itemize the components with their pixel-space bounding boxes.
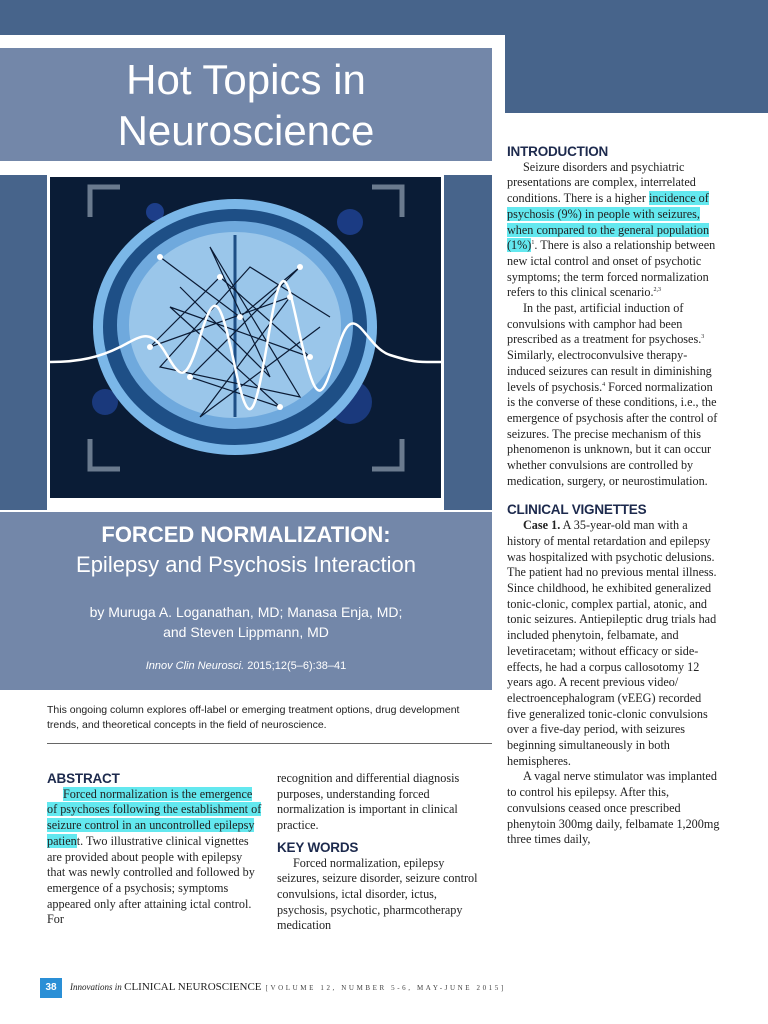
citation-details: 2015;12(5–6):38–41 bbox=[244, 660, 347, 672]
keywords-heading: KEY WORDS bbox=[277, 839, 359, 855]
abstract-continued-column bbox=[277, 771, 489, 934]
journal-prefix: Innovations in bbox=[70, 982, 122, 992]
page-number: 38 bbox=[40, 978, 62, 998]
introduction-paragraph-2 bbox=[507, 301, 722, 489]
column-description: This ongoing column explores off-label or emerging treatment options, drug development trends, and theoretical concepts in the field of neuroscience. bbox=[47, 704, 460, 731]
ref-2-3: 2,3 bbox=[653, 287, 662, 294]
case-1-paragraph bbox=[507, 518, 722, 769]
brain-scan-illustration bbox=[50, 177, 441, 498]
keywords-text: Forced normalization, epilepsy seizures, seizure disorder, seizure control convulsions, ictal disorder, ictus, psychosis, psychotic, pharmcotherapy medication bbox=[277, 855, 478, 933]
authors-line-2: and Steven Lippmann, MD bbox=[163, 624, 329, 640]
top-color-band bbox=[0, 0, 768, 35]
article-authors bbox=[60, 602, 432, 642]
journal-title: CLINICAL NEUROSCIENCE bbox=[124, 981, 262, 993]
ref-1: 1 bbox=[531, 240, 535, 247]
article-subtitle: Epilepsy and Psychosis Interaction bbox=[76, 552, 416, 577]
ref-3: 3 bbox=[701, 334, 705, 341]
introduction-heading: INTRODUCTION bbox=[507, 144, 609, 159]
section-title bbox=[0, 48, 492, 161]
right-accent-strip bbox=[444, 175, 492, 510]
abstract-column bbox=[47, 771, 263, 928]
citation-journal: Innov Clin Neurosci. bbox=[145, 660, 245, 672]
section-divider bbox=[47, 743, 492, 744]
authors-line-1: by Muruga A. Loganathan, MD; Manasa Enja, MD; bbox=[89, 604, 403, 620]
header-accent-block bbox=[505, 35, 768, 113]
article-citation bbox=[0, 660, 492, 672]
abstract-rest: t. Two illustrative clinical vignettes are provided about people with epilepsy that was newly controlled and followed by emergence of a psychosis; symptoms appeared only after attaining ictal control. For bbox=[47, 833, 255, 927]
case-1-text: A 35-year-old man with a history of mental retardation and epilepsy was hospitalized with psychotic delusions. The patient had no previous mental illness. Since childhood, he exhibited generalized tonic-clonic, complex partial, atonic, and tonic seizures. Antiepileptic drug trials had included phenytoin, felbamate, and levetiracetam; without efficacy or side-effects, he had a corpus callosotomy 12 years ago. A recent previous video/ electroencephalogram (vEEG) recorded five generalized tonic-clonic convulsions over a five-day period, with seizures beginning simultaneously in both hemispheres. bbox=[507, 518, 717, 768]
section-title-line2: Neuroscience bbox=[117, 107, 375, 154]
abstract-text bbox=[47, 787, 263, 928]
left-accent-strip bbox=[0, 175, 47, 510]
journal-name bbox=[70, 981, 506, 993]
volume-info: [VOLUME 12, NUMBER 5-6, MAY-JUNE 2015] bbox=[265, 984, 506, 992]
abstract-highlight: Forced normalization is the emergence of psychoses following the establishment of seizure control in an uncontrolled epilepsy patien bbox=[47, 786, 262, 848]
intro-highlight: incidence of psychosis (9%) in people with seizures, when compared to the general population (1%) bbox=[507, 191, 710, 253]
intro-p2-c: Forced normalization is the converse of these conditions, i.e., the emergence of psychosis after the control of seizures. The precise mechanism of this phenomenon is unknown, but it can occur whether convulsions are controlled by medication, surgery, or neurostimulation. bbox=[507, 379, 718, 488]
right-column bbox=[507, 144, 722, 848]
case-1-label: Case 1. bbox=[523, 518, 561, 533]
page-footer bbox=[40, 978, 506, 998]
abstract-heading: ABSTRACT bbox=[47, 771, 120, 786]
introduction-paragraph-1 bbox=[507, 160, 722, 301]
ref-4: 4 bbox=[602, 381, 606, 388]
intro-p1-end: . There is also a relationship between new ictal control and onset of psychotic symptoms; the term forced normalization refers to this clinical scenario. bbox=[507, 238, 716, 300]
article-header-block bbox=[0, 512, 492, 690]
article-title: FORCED NORMALIZATION: bbox=[101, 522, 391, 547]
vignettes-heading: CLINICAL VIGNETTES bbox=[507, 502, 647, 518]
case-1-paragraph-2: A vagal nerve stimulator was implanted to control his epilepsy. After this, convulsions ceased once prescribed phenytoin 300mg daily, felbamate 1,200mg three times daily, bbox=[507, 769, 720, 847]
intro-p2-a: In the past, artificial induction of convulsions with camphor had been prescribed as a treatment for psychoses. bbox=[507, 301, 702, 347]
abstract-continued: recognition and differential diagnosis purposes, understanding forced normalization is important in clinical practice. bbox=[277, 771, 460, 833]
section-title-line1: Hot Topics in bbox=[126, 56, 366, 103]
intro-p2-b: Similarly, electroconvulsive therapy-induced seizures can result in diminishing levels of psychosis. bbox=[507, 348, 712, 394]
intro-p1-start: Seizure disorders and psychiatric presentations are complex, interrelated conditions. There is a higher bbox=[507, 159, 696, 206]
